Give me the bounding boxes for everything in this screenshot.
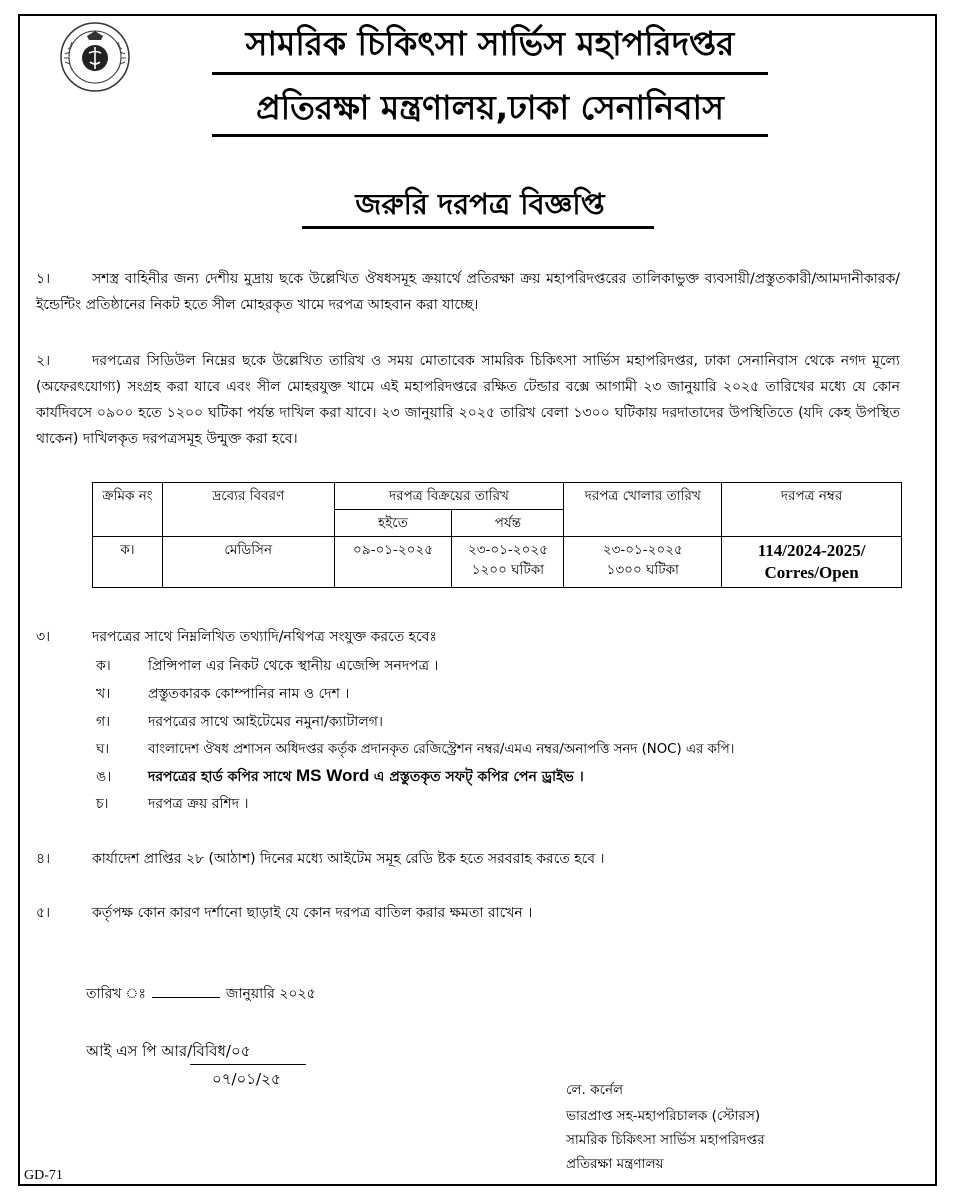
item-label: গ। (96, 714, 111, 730)
cell-opening (564, 537, 722, 588)
paragraph-text: কার্যাদেশ প্রাপ্তির ২৮ (আঠাশ) দিনের মধ্যে আইটেম সমূহ রেডি ষ্টক হতে সরবরাহ করতে হবে । (92, 851, 605, 867)
item-text: দরপত্রের হার্ড কপির সাথে (148, 769, 292, 785)
notice-title-underline (302, 226, 654, 229)
cell-opening-date: ২৩-০১-২০২৫ (602, 542, 683, 558)
table-header-row (93, 483, 902, 510)
reference-date: ০৭/০১/২৫ (212, 1070, 281, 1088)
item-label: ঙ। (96, 769, 112, 785)
paragraph-number: ২। (36, 353, 51, 369)
item-text: বাংলাদেশ ঔষধ প্রশাসন অধিদপ্তর কর্তৃক প্রদানকৃত রেজিস্ট্রেশন নম্বর/এমএ নম্বর/অনাপত্তি সনদ (NOC) এর কপি। (148, 742, 735, 757)
item-label: ক। (96, 658, 111, 674)
cell-to-time: ১২০০ ঘটিকা (471, 562, 545, 578)
signature-designation: ভারপ্রাপ্ত সহ-মহাপরিচালক (স্টোরস) (566, 1108, 761, 1124)
cell-to-date: ২৩-০১-২০২৫ (467, 542, 548, 558)
tender-table (92, 482, 902, 588)
title-underline-2 (212, 134, 768, 137)
item-label: চ। (96, 796, 109, 812)
item-text: দরপত্র ক্রয় রশিদ । (148, 796, 249, 812)
footer-code: GD-71 (24, 1168, 63, 1183)
item-label: খ। (96, 686, 111, 702)
col-sale-date-header: দরপত্র বিক্রয়ের তারিখ (334, 483, 564, 510)
list-item (96, 682, 906, 706)
organization-name: সামরিক চিকিৎসা সার্ভিস মহাপরিদপ্তর (245, 24, 735, 63)
tender-no-line2: Corres/Open (764, 563, 859, 582)
signature-rank: লে. কর্নেল (566, 1082, 624, 1098)
col-description-header: দ্রব্যের বিবরণ (162, 483, 334, 537)
col-to-header: পর্যন্ত (452, 510, 564, 537)
signature-office: সামরিক চিকিৎসা সার্ভিস মহাপরিদপ্তর (566, 1132, 765, 1148)
tender-no-line1: 114/2024-2025/ (757, 541, 866, 560)
paragraph-number: ৫। (36, 905, 51, 921)
item-label: ঘ। (96, 742, 109, 757)
col-tender-no-header: দরপত্র নম্বর (722, 483, 902, 537)
list-item (96, 792, 906, 816)
list-item (96, 654, 906, 678)
item-text: প্রস্তুতকারক কোম্পানির নাম ও দেশ । (148, 686, 350, 702)
section-3-intro (36, 624, 900, 650)
notice-title: জরুরি দরপত্র বিজ্ঞপ্তি (355, 187, 605, 221)
cell-serial: ক। (93, 537, 163, 588)
list-item (96, 710, 906, 734)
paragraph-text: কর্তৃপক্ষ কোন কারণ দর্শানো ছাড়াই যে কোন দরপত্র বাতিল করার ক্ষমতা রাখেন । (92, 905, 533, 921)
date-month-year: জানুয়ারি ২০২৫ (225, 986, 316, 1002)
col-opening-header: দরপত্র খোলার তারিখ (564, 483, 722, 537)
cell-tender-no (722, 537, 902, 588)
section-4 (36, 846, 900, 872)
item-text-tail: এ প্রস্তুতকৃত সফট্ কপির পেন ড্রাইভ । (373, 769, 584, 785)
paragraph-2 (36, 348, 900, 452)
item-text: প্রিন্সিপাল এর নিকট থেকে স্থানীয় এজেন্সি সনদপত্র । (148, 658, 439, 674)
paragraph-text: দরপত্রের সিডিউল নিম্নের ছকে উল্লেখিত তারিখ ও সময় মোতাবেক সামরিক চিকিৎসা সার্ভিস মহাপরিদপ্তর, ঢাকা সেনানিবাস থেকে নগদ মূল্যে (অফেরৎযোগ্য) সংগ্রহ করা যাবে এবং সীল মোহরযুক্ত খামে এই মহাপরিদপ্তরে রক্ষিত টেন্ডার বক্সে আগামী ২৩ জানুয়ারি ২০২৫ তারিখের মধ্যে যে কোন কার্যদিবসে ০৯০০ হতে ১২০০ ঘটিকা পর্যন্ত দাখিল করা যাবে। ২৩ জানুয়ারি ২০২৫ তারিখ বেলা ১৩০০ ঘটিকায় দরদাতাদের উপস্থিতিতে (যদি কেহ উপস্থিত থাকেন) দাখিলকৃত দরপত্রসমূহ উন্মুক্ত করা হবে। (36, 353, 900, 447)
reference-number: আই এস পি আর/বিবিধ/০৫ (86, 1042, 251, 1060)
paragraph-1 (36, 266, 900, 318)
cell-to (452, 537, 564, 588)
date-blank (152, 983, 220, 998)
ms-word-label: MS Word (295, 766, 370, 785)
paragraph-number: ৩। (36, 629, 51, 645)
col-serial-header: ক্রমিক নং (93, 483, 163, 537)
cell-opening-time: ১৩০০ ঘটিকা (606, 562, 679, 578)
cell-description: মেডিসিন (162, 537, 334, 588)
paragraph-text: দরপত্রের সাথে নিম্নলিখিত তথ্যাদি/নথিপত্র সংযুক্ত করতে হবেঃ (92, 629, 437, 645)
date-line (86, 982, 316, 1006)
paragraph-text: সশস্ত্র বাহিনীর জন্য দেশীয় মুদ্রায় ছকে উল্লেখিত ঔষধসমূহ ক্রয়ার্থে প্রতিরক্ষা ক্রয় মহাপরিদপ্তরের তালিকাভুক্ত ব্যবসায়ী/প্রস্তুতকারী/আমদানীকারক/ইন্ডেন্টিং প্রতিষ্ঠানের নিকট হতে সীল মোহরকৃত খামে দরপত্র আহবান করা যাচ্ছে। (36, 271, 900, 313)
paragraph-number: ১। (36, 271, 51, 287)
section-5 (36, 900, 900, 926)
cell-from: ০৯-০১-২০২৫ (334, 537, 452, 588)
item-text: দরপত্রের সাথে আইটেমের নমুনা/ক্যাটালগ। (148, 714, 383, 730)
list-item (96, 764, 906, 789)
reference-underline (190, 1064, 306, 1065)
army-medical-emblem-icon (58, 20, 132, 94)
list-item (96, 738, 906, 762)
signature-ministry: প্রতিরক্ষা মন্ত্রণালয় (566, 1156, 664, 1172)
col-from-header: হইতে (334, 510, 452, 537)
ministry-name: প্রতিরক্ষা মন্ত্রণালয়,ঢাকা সেনানিবাস (256, 88, 724, 127)
title-underline (212, 72, 768, 75)
date-label: তারিখ ঃ (86, 986, 146, 1002)
paragraph-number: ৪। (36, 851, 51, 867)
table-row (93, 537, 902, 588)
